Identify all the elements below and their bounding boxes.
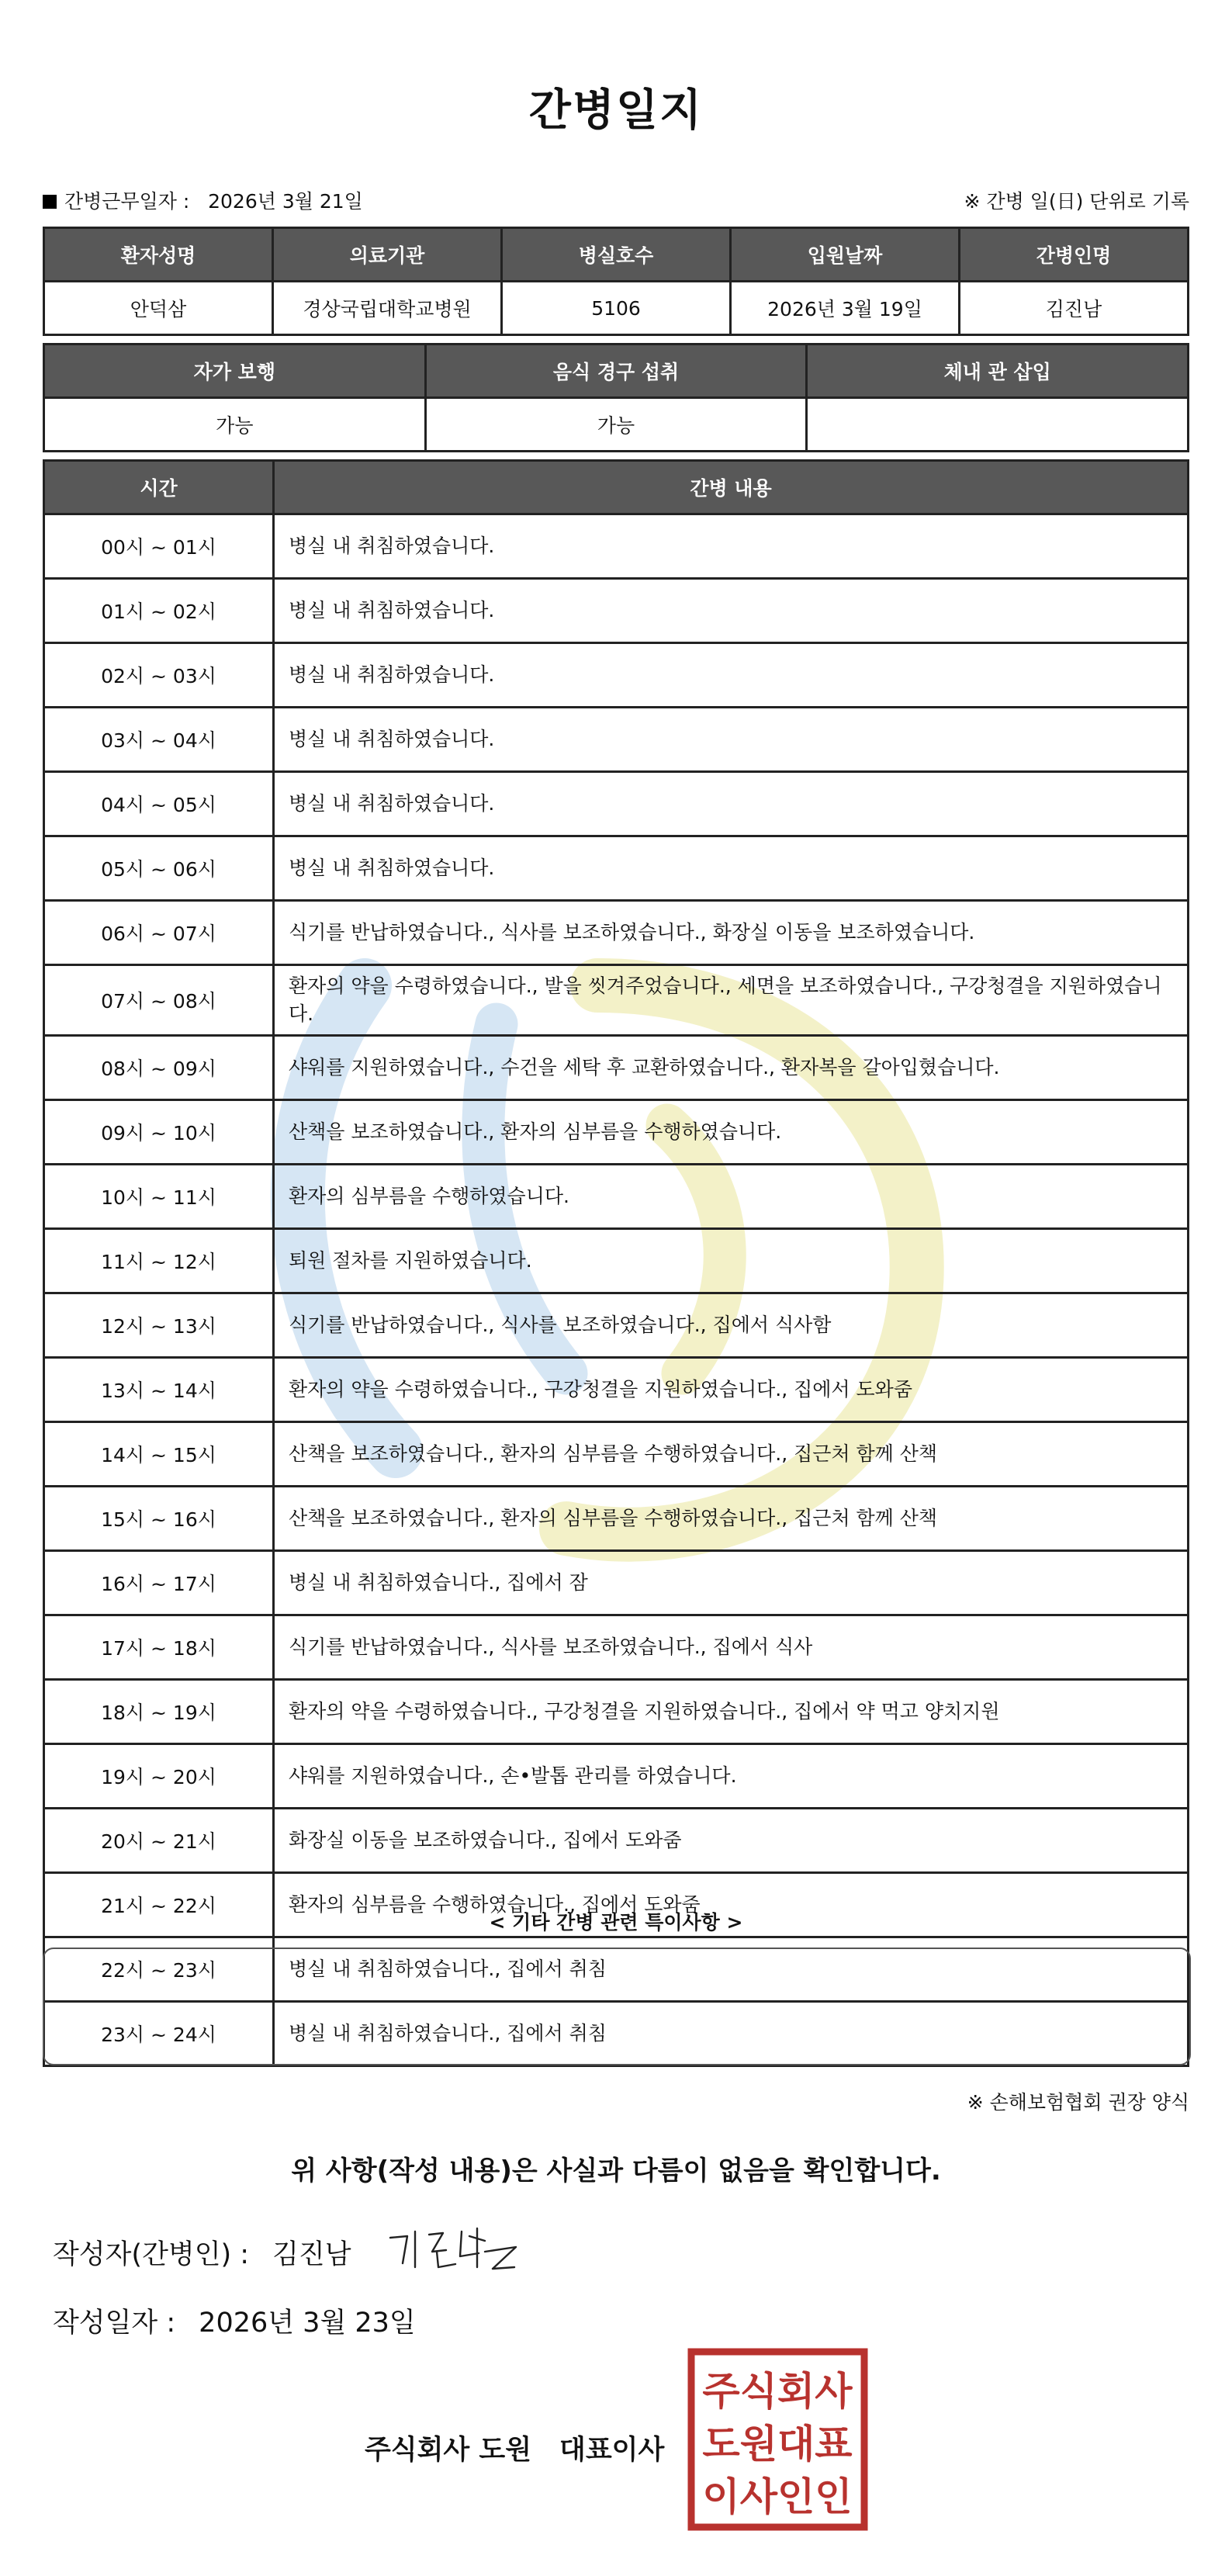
log-content: 병실 내 취침하였습니다.	[274, 708, 1189, 772]
header-time: 시간	[44, 461, 274, 514]
log-time: 18시 ~ 19시	[44, 1680, 274, 1744]
header-self-walking: 자가 보행	[44, 345, 426, 398]
meta-row	[43, 186, 1189, 217]
log-row	[44, 579, 1189, 643]
confirmation-statement: 위 사항(작성 내용)은 사실과 다름이 없음을 확인합니다.	[291, 2155, 941, 2186]
log-time: 17시 ~ 18시	[44, 1615, 274, 1680]
log-time: 06시 ~ 07시	[44, 901, 274, 965]
log-content: 병실 내 취침하였습니다.	[274, 772, 1189, 836]
log-time: 03시 ~ 04시	[44, 708, 274, 772]
work-date-value: 2026년 3월 21일	[208, 190, 363, 213]
log-time: 02시 ~ 03시	[44, 643, 274, 708]
special-notes-box	[43, 1948, 1191, 2065]
log-row	[44, 1422, 1189, 1487]
self-walking: 가능	[44, 398, 426, 452]
care-log-table	[43, 459, 1189, 2067]
log-row	[44, 1744, 1189, 1809]
log-content: 퇴원 절차를 지원하였습니다.	[274, 1229, 1189, 1293]
admission-date: 2026년 3월 19일	[731, 282, 960, 335]
log-row	[44, 1680, 1189, 1744]
hospital: 경상국립대학교병원	[273, 282, 502, 335]
log-time: 16시 ~ 17시	[44, 1551, 274, 1615]
room-number: 5106	[502, 282, 731, 335]
header-tube-insertion: 체내 관 삽입	[807, 345, 1189, 398]
header-oral-intake: 음식 경구 섭취	[425, 345, 807, 398]
ceo-title: 대표이사	[559, 2435, 665, 2466]
log-time: 22시 ~ 23시	[44, 1937, 274, 2002]
log-time: 10시 ~ 11시	[44, 1165, 274, 1229]
document-title: 간병일지	[528, 85, 704, 136]
log-row	[44, 1229, 1189, 1293]
log-row	[44, 1293, 1189, 1358]
header-room-number: 병실호수	[502, 228, 731, 282]
log-content: 샤워를 지원하였습니다., 손•발톱 관리를 하였습니다.	[274, 1744, 1189, 1809]
log-content: 병실 내 취침하였습니다.	[274, 514, 1189, 579]
log-time: 11시 ~ 12시	[44, 1229, 274, 1293]
log-time: 13시 ~ 14시	[44, 1358, 274, 1422]
log-time: 19시 ~ 20시	[44, 1744, 274, 1809]
square-bullet-icon	[43, 195, 57, 209]
log-time: 05시 ~ 06시	[44, 836, 274, 901]
log-row	[44, 1551, 1189, 1615]
log-time: 04시 ~ 05시	[44, 772, 274, 836]
header-care-content: 간병 내용	[274, 461, 1189, 514]
log-time: 23시 ~ 24시	[44, 2002, 274, 2066]
company-name: 주식회사 도원	[365, 2435, 532, 2466]
caregiver-name: 김진남	[960, 282, 1189, 335]
company-line	[365, 2429, 664, 2467]
log-content: 식기를 반납하였습니다., 식사를 보조하였습니다., 화장실 이동을 보조하였습니다.	[274, 901, 1189, 965]
log-row	[44, 1036, 1189, 1100]
writer-line	[53, 2233, 351, 2272]
log-content: 식기를 반납하였습니다., 식사를 보조하였습니다., 집에서 식사함	[274, 1293, 1189, 1358]
log-row	[44, 514, 1189, 579]
log-content: 병실 내 취침하였습니다., 집에서 잠	[274, 1551, 1189, 1615]
log-content: 병실 내 취침하였습니다., 집에서 취침	[274, 2002, 1189, 2066]
ability-table	[43, 343, 1189, 452]
work-date	[43, 186, 363, 214]
log-content: 병실 내 취침하였습니다., 집에서 취침	[274, 1937, 1189, 2002]
log-row	[44, 708, 1189, 772]
patient-info-table	[43, 227, 1189, 336]
log-content: 환자의 약을 수령하였습니다., 구강청결을 지원하였습니다., 집에서 도와줌	[274, 1358, 1189, 1422]
log-content: 환자의 심부름을 수행하였습니다.	[274, 1165, 1189, 1229]
log-content: 병실 내 취침하였습니다.	[274, 836, 1189, 901]
log-content: 병실 내 취침하였습니다.	[274, 579, 1189, 643]
tube-insertion	[807, 398, 1189, 452]
seal-line-2: 도원대표	[702, 2422, 853, 2467]
log-content: 산책을 보조하였습니다., 환자의 심부름을 수행하였습니다.	[274, 1100, 1189, 1165]
header-admission-date: 입원날짜	[731, 228, 960, 282]
log-content: 식기를 반납하였습니다., 식사를 보조하였습니다., 집에서 식사	[274, 1615, 1189, 1680]
recommended-form-note: ※ 손해보험협회 권장 양식	[967, 2091, 1189, 2114]
log-time: 09시 ~ 10시	[44, 1100, 274, 1165]
log-row	[44, 836, 1189, 901]
log-content: 화장실 이동을 보조하였습니다., 집에서 도와줌	[274, 1809, 1189, 1873]
log-time: 21시 ~ 22시	[44, 1873, 274, 1937]
log-time: 20시 ~ 21시	[44, 1809, 274, 1873]
write-date-value: 2026년 3월 23일	[199, 2308, 416, 2339]
log-row	[44, 1100, 1189, 1165]
writer-label: 작성자(간병인) :	[53, 2239, 250, 2270]
special-notes-title: < 기타 간병 관련 특이사항 >	[489, 1911, 743, 1934]
log-time: 15시 ~ 16시	[44, 1487, 274, 1551]
log-time: 01시 ~ 02시	[44, 579, 274, 643]
log-time: 07시 ~ 08시	[44, 965, 274, 1036]
header-caregiver-name: 간병인명	[960, 228, 1189, 282]
log-row	[44, 643, 1189, 708]
header-patient-name: 환자성명	[44, 228, 273, 282]
seal-line-3: 이사인인	[702, 2474, 853, 2519]
log-content: 병실 내 취침하였습니다.	[274, 643, 1189, 708]
log-content: 산책을 보조하였습니다., 환자의 심부름을 수행하였습니다., 집근처 함께 산책	[274, 1487, 1189, 1551]
log-time: 14시 ~ 15시	[44, 1422, 274, 1487]
log-time: 00시 ~ 01시	[44, 514, 274, 579]
log-content: 산책을 보조하였습니다., 환자의 심부름을 수행하였습니다., 집근처 함께 산책	[274, 1422, 1189, 1487]
write-date-line	[53, 2301, 416, 2340]
log-row	[44, 1358, 1189, 1422]
header-hospital: 의료기관	[273, 228, 502, 282]
log-time: 12시 ~ 13시	[44, 1293, 274, 1358]
oral-intake: 가능	[425, 398, 807, 452]
patient-name: 안덕삼	[44, 282, 273, 335]
log-content: 샤워를 지원하였습니다., 수건을 세탁 후 교환하였습니다., 환자복을 갈아입혔습니다.	[274, 1036, 1189, 1100]
log-row	[44, 1809, 1189, 1873]
log-content: 환자의 약을 수령하였습니다., 발을 씻겨주었습니다., 세면을 보조하였습니다., 구강청결을 지원하였습니다.	[274, 965, 1189, 1036]
write-date-label: 작성일자 :	[53, 2308, 176, 2339]
log-row	[44, 1165, 1189, 1229]
log-content: 환자의 심부름을 수행하였습니다., 집에서 도와줌	[274, 1873, 1189, 1937]
seal-line-1: 주식회사	[702, 2369, 853, 2414]
handwritten-signature	[384, 2221, 524, 2283]
care-log-body	[44, 514, 1189, 2066]
unit-note: ※ 간병 일(日) 단위로 기록	[964, 190, 1189, 213]
company-seal-stamp	[687, 2347, 869, 2532]
log-row	[44, 1487, 1189, 1551]
writer-name: 김진남	[272, 2239, 351, 2270]
log-row	[44, 1615, 1189, 1680]
log-row	[44, 965, 1189, 1036]
log-time: 08시 ~ 09시	[44, 1036, 274, 1100]
log-content: 환자의 약을 수령하였습니다., 구강청결을 지원하였습니다., 집에서 약 먹고 양치지원	[274, 1680, 1189, 1744]
log-row	[44, 901, 1189, 965]
log-row	[44, 772, 1189, 836]
work-date-label: 간병근무일자 :	[64, 190, 190, 213]
